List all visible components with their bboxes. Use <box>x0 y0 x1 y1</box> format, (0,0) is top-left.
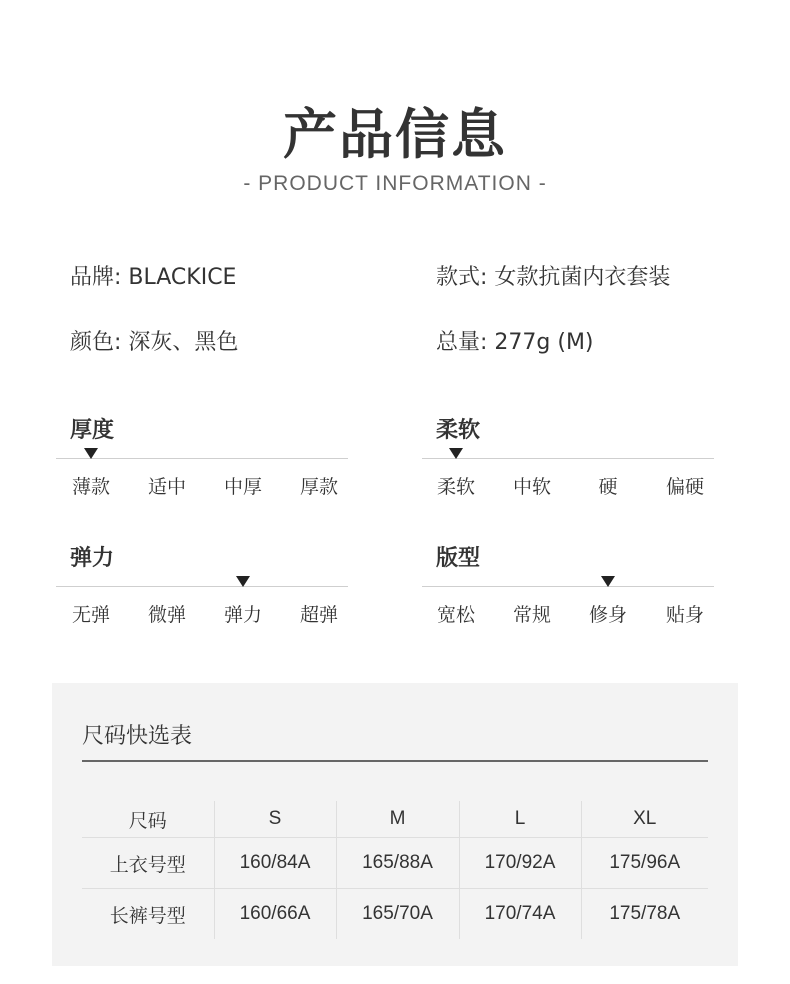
table-row-label: 上衣号型 <box>82 838 214 889</box>
weight-info: 总量: 277g (M) <box>436 330 594 355</box>
scale-line <box>422 586 714 587</box>
table-header-cell: XL <box>581 801 708 838</box>
selected-marker-icon <box>236 576 250 587</box>
table-cell: 170/92A <box>459 838 581 889</box>
brand-info: 品牌: BLACKICE <box>70 265 237 290</box>
scale-option: 厚款 <box>299 476 338 498</box>
table-cell: 175/96A <box>581 838 708 889</box>
thickness-title: 厚度 <box>70 418 115 443</box>
table-header-cell: L <box>459 801 581 838</box>
table-header-cell: S <box>214 801 336 838</box>
table-cell: 165/70A <box>336 889 459 940</box>
scale-option: 修身 <box>588 604 627 626</box>
table-header-cell: 尺码 <box>128 809 167 832</box>
table-row-label: 长裤号型 <box>82 889 214 940</box>
scale-line <box>422 458 714 459</box>
scale-line <box>56 586 348 587</box>
divider <box>82 760 708 762</box>
page-title: 产品信息 <box>283 103 507 166</box>
scale-option: 中厚 <box>223 476 262 498</box>
elasticity-title: 弹力 <box>70 546 115 571</box>
scale-option: 超弹 <box>299 604 338 626</box>
table-cell: 165/88A <box>336 838 459 889</box>
scale-option: 偏硬 <box>665 476 704 498</box>
page-subtitle: - PRODUCT INFORMATION - <box>243 172 547 195</box>
scale-option: 中软 <box>512 476 551 498</box>
softness-title: 柔软 <box>436 418 481 443</box>
scale-line <box>56 458 348 459</box>
table-header-cell: M <box>336 801 459 838</box>
size-chart-panel <box>52 683 738 966</box>
table-cell: 170/74A <box>459 889 581 940</box>
scale-option: 微弹 <box>147 604 186 626</box>
scale-option: 常规 <box>512 604 551 626</box>
scale-option: 柔软 <box>436 476 475 498</box>
table-row <box>82 838 708 889</box>
scale-option: 贴身 <box>665 604 704 626</box>
softness-scale <box>422 440 714 500</box>
table-cell: 175/78A <box>581 889 708 940</box>
color-info: 颜色: 深灰、黑色 <box>70 330 239 355</box>
scale-option: 适中 <box>147 476 186 498</box>
elasticity-scale <box>56 568 348 628</box>
scale-option: 硬 <box>598 476 618 498</box>
scale-option: 薄款 <box>71 476 110 498</box>
scale-option: 宽松 <box>436 604 475 626</box>
fit-title: 版型 <box>436 546 481 571</box>
size-chart-title: 尺码快选表 <box>82 724 193 749</box>
scale-option: 无弹 <box>71 604 110 626</box>
table-cell: 160/66A <box>214 889 336 940</box>
selected-marker-icon <box>601 576 615 587</box>
selected-marker-icon <box>84 448 98 459</box>
thickness-scale <box>56 440 348 500</box>
size-table <box>82 801 708 939</box>
table-header-row <box>82 801 708 838</box>
fit-scale <box>422 568 714 628</box>
scale-option: 弹力 <box>223 604 262 626</box>
style-info: 款式: 女款抗菌内衣套装 <box>436 265 671 290</box>
selected-marker-icon <box>449 448 463 459</box>
table-row <box>82 889 708 940</box>
table-cell: 160/84A <box>214 838 336 889</box>
